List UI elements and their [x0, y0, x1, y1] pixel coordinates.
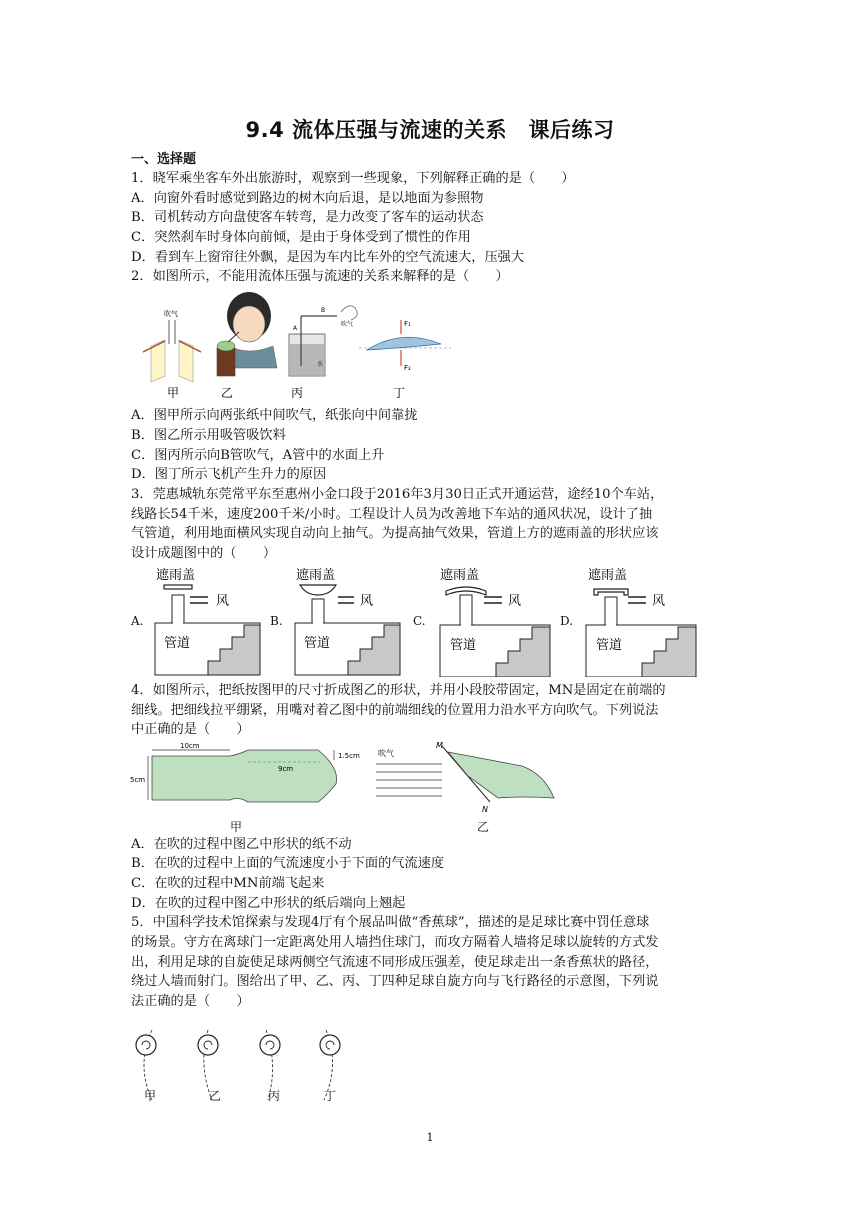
- question-1-option-a: A．向窗外看时感觉到路边的树木向后退，是以地面为参照物: [131, 191, 484, 206]
- svg-text:吹气: 吹气: [341, 321, 354, 328]
- svg-text:A: A: [293, 325, 298, 332]
- question-2-figure: [131, 286, 461, 406]
- page-number: 1: [426, 1131, 434, 1144]
- svg-text:遮雨盖: 遮雨盖: [156, 568, 196, 583]
- question-2-option-b: B．图乙所示用吸管吸饮料: [131, 428, 286, 443]
- question-2-option-c: C．图丙所示向B管吹气，A管中的水面上升: [131, 448, 385, 463]
- question-3-option-c-label: C.: [413, 614, 426, 628]
- svg-text:风: 风: [216, 594, 230, 609]
- svg-text:管道: 管道: [450, 638, 477, 653]
- question-2-option-a: A．图甲所示向两张纸中间吹气，纸张向中间靠拢: [131, 408, 418, 423]
- question-4-label-jia: 甲: [230, 820, 243, 834]
- question-3-option-c-figure: [430, 565, 555, 677]
- svg-text:遮雨盖: 遮雨盖: [296, 568, 336, 583]
- svg-text:5cm: 5cm: [130, 776, 146, 784]
- svg-text:风: 风: [652, 594, 666, 609]
- svg-text:管道: 管道: [164, 636, 191, 651]
- svg-text:F₂: F₂: [404, 364, 411, 372]
- figure-label-yi: 乙: [221, 386, 234, 400]
- svg-text:B: B: [321, 307, 326, 314]
- question-3-line-3: 气管道，利用地面横风实现自动向上抽气。为提高抽气效果，管道上方的遮雨盖的形状应该: [131, 526, 659, 541]
- question-5-label-ding: 丁: [324, 1089, 337, 1103]
- svg-text:风: 风: [508, 594, 522, 609]
- question-4-figure-yi: [372, 738, 572, 828]
- question-3-option-b-label: B.: [270, 614, 283, 628]
- figure-label-bing: 丙: [291, 386, 304, 400]
- question-4-figure-jia: [128, 738, 368, 834]
- question-5-label-jia: 甲: [144, 1089, 157, 1103]
- question-3-line-1: 3．莞惠城轨东莞常平东至惠州小金口段于2016年3月30日正式开通运营，途经10个车站，: [131, 487, 664, 502]
- figure-ding-wing: [359, 320, 451, 372]
- figure-label-jia: 甲: [167, 386, 180, 400]
- svg-text:M: M: [436, 741, 443, 750]
- figure-jia-papers: [143, 309, 201, 382]
- svg-text:遮雨盖: 遮雨盖: [440, 568, 480, 583]
- svg-text:9cm: 9cm: [278, 765, 294, 773]
- question-4-line-1: 4．如图所示，把纸按图甲的尺寸折成图乙的形状，并用小段胶带固定，MN是固定在前端的: [131, 683, 666, 698]
- question-5-label-yi: 乙: [209, 1089, 222, 1103]
- question-2-stem: 2．如图所示，不能用流体压强与流速的关系来解释的是（ ）: [131, 269, 509, 284]
- figure-label-ding: 丁: [393, 386, 406, 400]
- page-title: 9.4 流体压强与流速的关系 课后练习: [245, 118, 615, 142]
- question-5-line-1: 5．中国科学技术馆探索与发现4厅有个展品叫做“香蕉球”，描述的是足球比赛中罚任意球: [131, 915, 650, 930]
- question-3-option-a-figure: [148, 565, 268, 677]
- svg-text:管道: 管道: [596, 638, 623, 653]
- question-2-option-d: D．图丁所示飞机产生升力的原因: [131, 467, 327, 482]
- question-5-line-4: 绕过人墙而射门。图给出了甲、乙、丙、丁四种足球自旋方向与飞行路径的示意图，下列说: [131, 974, 659, 989]
- question-1-option-c: C．突然刹车时身体向前倾，是由于身体受到了惯性的作用: [131, 230, 471, 245]
- question-4-option-a: A．在吹的过程中图乙中形状的纸不动: [131, 837, 352, 852]
- question-3-option-d-label: D.: [560, 614, 574, 628]
- question-5-line-5: 法正确的是（ ）: [131, 994, 250, 1009]
- figure-bing-tubes: [289, 306, 357, 376]
- section-heading: 一、选择题: [131, 152, 197, 167]
- question-3-line-4: 设计成题图中的（ ）: [131, 546, 277, 561]
- svg-text:F₁: F₁: [404, 320, 411, 328]
- question-4-line-3: 中正确的是（ ）: [131, 722, 250, 737]
- question-3-line-2: 线路长54千米，速度200千米/小时。工程设计人员为改善地下车站的通风状况，设计了抽: [131, 507, 653, 522]
- svg-text:水: 水: [317, 361, 324, 368]
- svg-text:遮雨盖: 遮雨盖: [588, 568, 628, 583]
- question-4-option-c: C．在吹的过程中MN前端飞起来: [131, 876, 325, 891]
- svg-text:N: N: [482, 805, 488, 814]
- question-5-label-bing: 丙: [268, 1089, 281, 1103]
- svg-text:1.5cm: 1.5cm: [338, 752, 360, 760]
- question-3-option-d-figure: [578, 565, 703, 677]
- question-4-line-2: 细线。把细线拉平绷紧，用嘴对着乙图中的前端细线的位置用力沿水平方向吹气。下列说法: [131, 703, 659, 718]
- figure-yi-drinking: [217, 292, 277, 376]
- question-4-label-yi: 乙: [477, 820, 490, 834]
- question-3-option-b-figure: [288, 565, 408, 677]
- svg-text:风: 风: [360, 594, 374, 609]
- question-3-option-a-label: A.: [131, 614, 144, 628]
- question-1-stem: 1．晓军乘坐客车外出旅游时，观察到一些现象，下列解释正确的是（ ）: [131, 171, 575, 186]
- question-5-line-3: 出，利用足球的自旋使足球两侧空气流速不同形成压强差，使足球走出一条香蕉状的路径，: [131, 955, 659, 970]
- question-1-option-b: B．司机转动方向盘使客车转弯，是力改变了客车的运动状态: [131, 210, 484, 225]
- question-1-option-d: D．看到车上窗帘往外飘，是因为车内比车外的空气流速大，压强大: [131, 250, 525, 265]
- question-4-option-b: B．在吹的过程中上面的气流速度小于下面的气流速度: [131, 856, 445, 871]
- svg-text:吹气: 吹气: [164, 310, 178, 318]
- svg-text:吹气: 吹气: [378, 749, 394, 758]
- question-5-line-2: 的场景。守方在离球门一定距离处用人墙挡住球门，而攻方隔着人墙将足球以旋转的方式发: [131, 935, 659, 950]
- svg-text:管道: 管道: [304, 636, 331, 651]
- svg-text:10cm: 10cm: [180, 742, 200, 750]
- question-4-option-d: D．在吹的过程中图乙中形状的纸后端向上翘起: [131, 896, 406, 911]
